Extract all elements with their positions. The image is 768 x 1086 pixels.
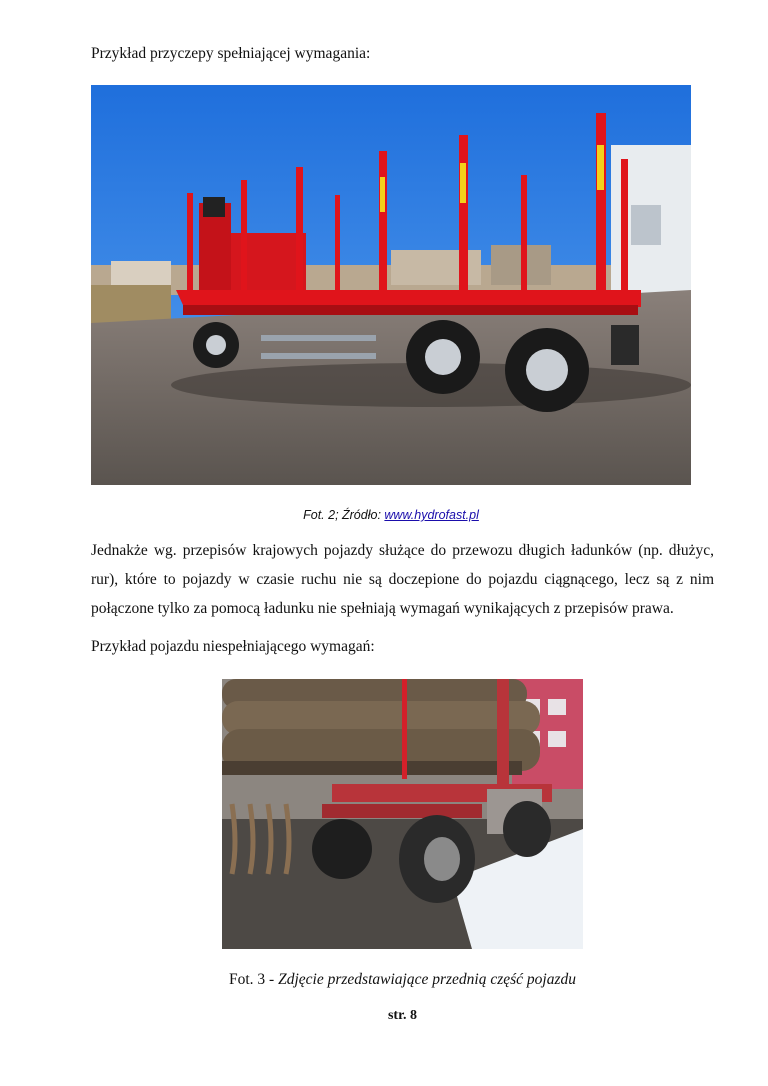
log-trailer-photo: [222, 679, 583, 949]
log-trailer-photo-caption: [91, 971, 714, 989]
caption-prefix: Fot. 3 -: [229, 971, 279, 988]
trailer-photo-caption: [91, 508, 691, 522]
paragraph-line-3: połączone tylko za pomocą ładunku nie spełniają wymagań wynikających z przepisów prawa.: [91, 600, 674, 617]
paragraph-line-1: Jednakże wg. przepisów krajowych pojazdy służące do przewozu długich ładunków (np. dłużyc,: [91, 542, 714, 559]
page-number: str. 8: [387, 1008, 418, 1023]
paragraph-line-2: rur), które to pojazdy w czasie ruchu nie są doczepione do pojazdu ciągnącego, lecz są z nim: [91, 571, 714, 588]
caption-italic: Zdjęcie przedstawiające przednią część pojazdu: [278, 971, 576, 988]
caption-prefix: Fot. 2; Źródło:: [303, 508, 385, 522]
trailer-photo: [91, 85, 691, 485]
intro-heading: Przykład przyczepy spełniającej wymagania:: [91, 45, 371, 62]
hydrofast-link[interactable]: www.hydrofast.pl: [384, 508, 479, 522]
second-heading: Przykład pojazdu niespełniającego wymagań:: [91, 638, 375, 655]
